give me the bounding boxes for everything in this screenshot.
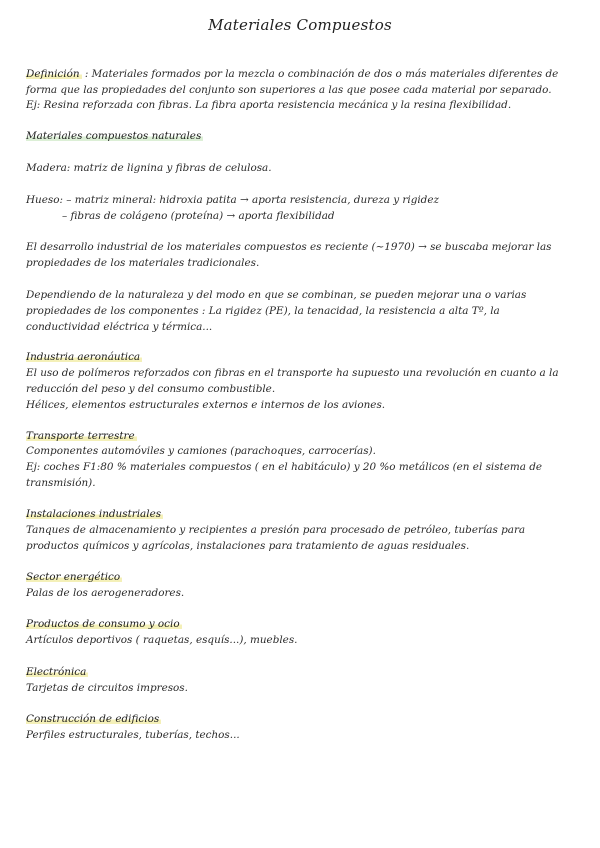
section-line: Hélices, elementos estructurales externos e internos de los aviones.: [26, 399, 386, 411]
section-heading: [26, 569, 586, 585]
desarrollo-line-2: propiedades de los materiales tradicionales.: [26, 257, 260, 269]
madera-line: [26, 160, 586, 176]
page-title: Materiales Compuestos: [208, 16, 392, 34]
hueso-text-1: : – matriz mineral: hidroxia patita → aporta resistencia, dureza y rigidez: [59, 194, 439, 206]
section-heading: [26, 664, 586, 680]
section-line: transmisión).: [26, 477, 96, 489]
definition-text: : Materiales formados por la mezcla o combinación de dos o más materiales diferentes de: [81, 68, 559, 80]
section-line: Tanques de almacenamiento y recipientes a presión para procesado de petróleo, tuberías para: [26, 524, 526, 536]
hueso-line-1: [26, 192, 586, 208]
section-heading-label: Electrónica: [26, 666, 87, 678]
madera-label: Madera: [26, 162, 67, 174]
section-heading: [26, 506, 586, 522]
combinacion-line-2: propiedades de los componentes : La rigidez (PE), la tenacidad, la resistencia a alta Tº, la: [26, 305, 500, 317]
natural-heading-line: [26, 128, 586, 144]
section-heading: [26, 349, 586, 365]
definition-line-3: Ej: Resina reforzada con fibras. La fibra aporta resistencia mecánica y la resina flexibilidad.: [26, 99, 512, 111]
section-line: Tarjetas de circuitos impresos.: [26, 682, 188, 694]
section-line: productos químicos y agrícolas, instalaciones para tratamiento de aguas residuales.: [26, 540, 470, 552]
section-line: reducción del peso y del consumo combustible.: [26, 383, 276, 395]
section-line: Componentes automóviles y camiones (parachoques, carrocerías).: [26, 445, 376, 457]
section-line: Artículos deportivos ( raquetas, esquís...), muebles.: [26, 634, 298, 646]
section-heading: [26, 616, 586, 632]
section-heading-label: Instalaciones industriales: [26, 508, 162, 520]
section-heading-label: Sector energético: [26, 571, 121, 583]
section-line: Ej: coches F1:80 % materiales compuestos ( en el habitáculo) y 20 %o metálicos (en el sistema de: [26, 461, 543, 473]
hueso-label: Hueso: [26, 194, 60, 206]
desarrollo-line-1: El desarrollo industrial de los materiales compuestos es reciente (~1970) → se buscaba mejorar las: [26, 241, 552, 253]
section-line: Palas de los aerogeneradores.: [26, 587, 185, 599]
section-heading-label: Transporte terrestre: [26, 430, 135, 442]
natural-heading: Materiales compuestos naturales: [26, 130, 202, 142]
section-line: El uso de polímeros reforzados con fibras en el transporte ha supuesto una revolución en cuanto a la: [26, 367, 559, 379]
definition-line-2: forma que las propiedades del conjunto son superiores a las que posee cada material por separado.: [26, 84, 552, 96]
section-heading: [26, 428, 586, 444]
definition-label: Definición: [26, 68, 80, 80]
combinacion-line-3: conductividad eléctrica y térmica...: [26, 321, 213, 333]
section-heading-label: Productos de consumo y ocio: [26, 618, 180, 630]
madera-text: : matriz de lignina y fibras de celulosa.: [66, 162, 272, 174]
section-line: Perfiles estructurales, tuberías, techos...: [26, 729, 240, 741]
section-heading-label: Construcción de edificios: [26, 713, 160, 725]
section-heading-label: Industria aeronáutica: [26, 351, 141, 363]
section-heading: [26, 711, 586, 727]
hueso-line-2: – fibras de colágeno (proteína) → aporta flexibilidad: [62, 210, 335, 222]
definition-line-1: [26, 66, 586, 82]
combinacion-line-1: Dependiendo de la naturaleza y del modo en que se combinan, se pueden mejorar una o varias: [26, 289, 527, 301]
